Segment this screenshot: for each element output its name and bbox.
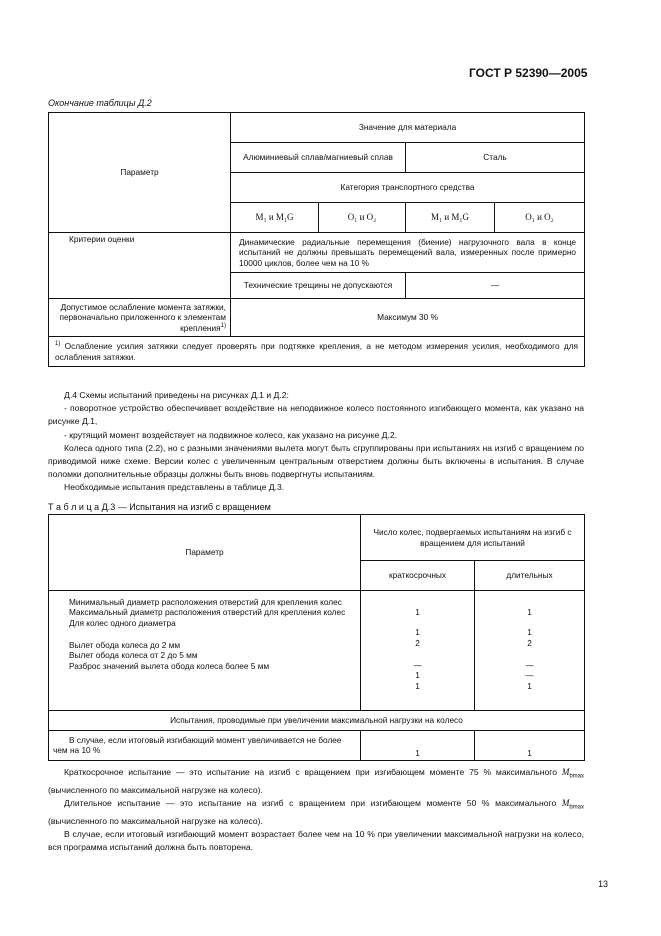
d3-increase-short: 1: [361, 731, 475, 761]
closing-para-3: В случае, если итоговый изгибающий момент возрастает более чем на 10 % при увеличении максимальной нагрузки на колесо, вся программа испытаний должна быть повторена.: [48, 829, 584, 853]
d3-long-value: —: [525, 660, 534, 671]
closing-para-2: Длительное испытание — это испытание на изгиб с вращением при изгибающем моменте 50 % максимального $M_{bmax}$ (вычисленного по максимальной нагрузке на колесо).: [48, 798, 584, 827]
cracks-text: Технические трещины не допускаются: [231, 273, 406, 299]
material-steel: Сталь: [406, 143, 585, 173]
d3-long-value: 1: [527, 607, 532, 617]
d4-para-3: - крутящий момент воздействует на подвижное колесо, как указано на рисунке Д.2.: [64, 429, 398, 440]
param-header: Параметр: [49, 113, 231, 233]
d3-short-value: 1: [415, 680, 420, 691]
cat-alu-o: O₁ и O₂: [319, 203, 406, 233]
material-alu: Алюминиевый сплав/магниевый сплав: [231, 143, 406, 173]
d3-row-label: Максимальный диаметр расположения отверстий для крепления колес: [69, 607, 346, 618]
document-id: ГОСТ Р 52390—2005: [469, 66, 588, 80]
closing-text: [48, 766, 584, 855]
d3-increase-label: В случае, если итоговый изгибающий момент увеличивается не более чем на 10 %: [49, 731, 361, 761]
table-d2-caption: Окончание таблицы Д.2: [48, 98, 152, 108]
section-d4: [48, 389, 584, 495]
d3-long-term: длительных: [475, 561, 585, 591]
d4-para-2: - поворотное устройство обеспечивает воздействие на неподвижное колесо постоянного изгибающего момента, как указано на рисунке Д.1,: [48, 403, 584, 427]
d3-short-value: 1: [415, 607, 420, 617]
d3-increase-header: Испытания, проводимые при увеличении максимальной нагрузки на колесо: [49, 711, 585, 731]
material-header: Значение для материала: [231, 113, 585, 143]
table-d3: [48, 514, 585, 761]
cat-steel-m: M₁ и M₁G: [406, 203, 495, 233]
criteria-text: Динамические радиальные перемещения (биение) нагрузочного вала в конце испытаний не должны превышать перемещений вала, измеренных после примерно 10000 циклов, более чем на 10 %: [231, 233, 585, 273]
loosening-label: Допустимое ослабление момента затяжки, первоначально приложенного к элементам крепления$^{1)}$: [49, 299, 231, 337]
cat-steel-o: O₁ и O₂: [495, 203, 585, 233]
d3-long-value: 2: [527, 637, 532, 648]
page-number: 13: [598, 879, 609, 889]
table-d2: [48, 112, 585, 367]
d3-rows-labels: [49, 591, 361, 711]
d3-short-value: —: [413, 660, 422, 671]
cracks-steel: —: [406, 273, 585, 299]
d3-row-label: Для колес одного диаметра: [69, 617, 176, 628]
d3-row-label: Разброс значений вылета обода колеса более 5 мм: [69, 660, 270, 671]
d3-increase-long: 1: [475, 731, 585, 761]
closing-para-1: Краткосрочное испытание — это испытание на изгиб с вращением при изгибающем моменте 75 % максимального $M_{bmax}$ (вычисленного по максимальной нагрузке на колесо).: [48, 767, 584, 795]
d3-short-values: [361, 591, 475, 711]
cat-alu-m: M₁ и M₁G: [231, 203, 319, 233]
d3-count-header: Число колес, подвергаемых испытаниям на изгиб с вращением для испытаний: [361, 515, 585, 561]
table-d3-caption: Т а б л и ц а Д.3 — Испытания на изгиб с вращением: [48, 502, 271, 512]
d3-row-label: Минимальный диаметр расположения отверстий для крепления колес: [69, 597, 342, 607]
d3-short-value: 1: [415, 627, 420, 638]
d3-row-label: Вылет обода колеса от 2 до 5 мм: [69, 650, 198, 661]
vehicle-category: Категория транспортного средства: [231, 173, 585, 203]
d4-para-4: Колеса одного типа (2.2), но с разными значениями вылета могут быть сгруппированы при испытаниях на изгиб с вращением по приводимой ниже схеме. Версии колес с увеличенным центральным отверстием должны быть включены в испытания. В случае поломки дополнительные образцы должны быть вновь подвергнуты испытаниям.: [48, 442, 584, 480]
d3-long-value: 1: [527, 680, 532, 691]
d3-long-value: —: [525, 670, 534, 681]
d3-param-header: Параметр: [49, 515, 361, 591]
criteria-label: Критерии оценки: [49, 233, 231, 299]
d3-short-value: 1: [415, 670, 420, 681]
d3-long-values: [475, 591, 585, 711]
d3-row-label: Вылет обода колеса до 2 мм: [69, 640, 181, 651]
loosening-value: Максимум 30 %: [231, 299, 585, 337]
d4-para-5: Необходимые испытания представлены в таблице Д.3.: [64, 482, 285, 493]
d3-short-term: краткосрочных: [361, 561, 475, 591]
d3-short-value: 2: [415, 637, 420, 648]
d3-long-value: 1: [527, 627, 532, 638]
d4-para-1: Д.4 Схемы испытаний приведены на рисунках Д.1 и Д.2:: [64, 390, 289, 400]
table-d2-footnote: $^{1)}$ Ослабление усилия затяжки следует проверять при подтяжке крепления, а не методом измерения усилия, необходимого для ослабления затяжки.: [49, 337, 585, 367]
